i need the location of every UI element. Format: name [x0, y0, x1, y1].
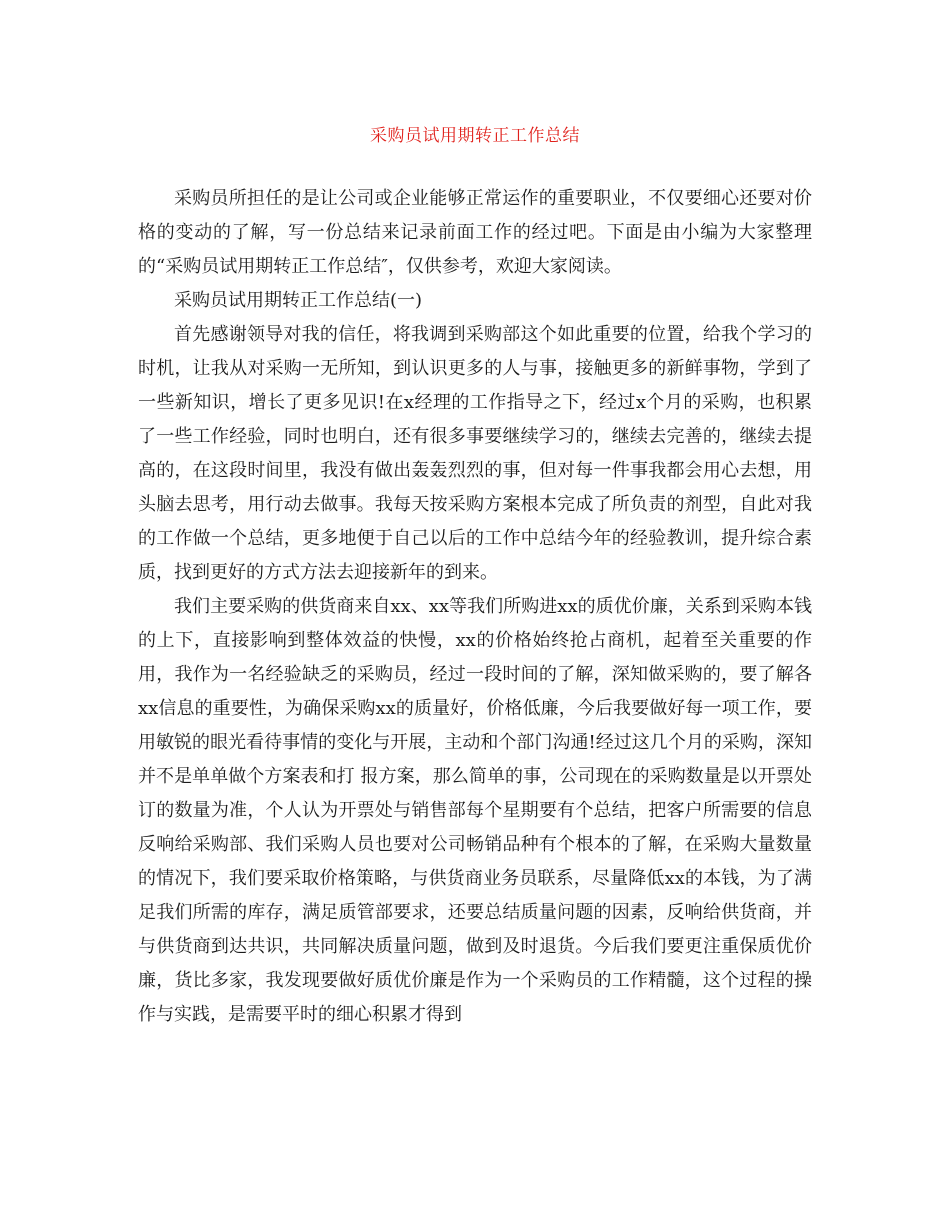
body-paragraph-2: 我们主要采购的供货商来自xx、xx等我们所购进xx的质优价廉，关系到采购本钱的上下，直接影响到整体效益的快慢，xx的价格始终抢占商机，起着至关重要的作用，我作为一名经验缺乏的采购员，经过一段时间的了解，深知做采购的，要了解各xx信息的重要性，为确保采购xx的质量好，价格低廉，今后我要做好每一项工作，要用敏锐的眼光看待事情的变化与开展，主动和个部门沟通!经过这几个月的采购，深知并不是单单做个方案表和打 报方案，那么简单的事，公司现在的采购数量是以开票处订的数量为准，个人认为开票处与销售部每个星期要有个总结，把客户所需要的信息反响给采购部、我们采购人员也要对公司畅销品种有个根本的了解，在采购大量数量的情况下，我们要采取价格策略，与供货商业务员联系，尽量降低xx的本钱，为了满足我们所需的库存，满足质管部要求，还要总结质量问题的因素，反响给供货商，并与供货商到达共识，共同解决质量问题，做到及时退货。今后我们要更注重保质优价廉，货比多家，我发现要做好质优价廉是作为一个采购员的工作精髓，这个过程的操作与实践，是需要平时的细心积累才得到	[138, 596, 812, 1025]
section-heading: 采购员试用期转正工作总结(一)	[174, 290, 423, 311]
document-body	[138, 182, 812, 1032]
intro-paragraph: 采购员所担任的是让公司或企业能够正常运作的重要职业，不仅要细心还要对价格的变动的了解，写一份总结来记录前面工作的经过吧。下面是由小编为大家整理的“采购员试用期转正工作总结″，仅供参考，欢迎大家阅读。	[138, 188, 812, 277]
document-title: 采购员试用期转正工作总结	[370, 126, 580, 146]
body-paragraph-1: 首先感谢领导对我的信任，将我调到采购部这个如此重要的位置，给我个学习的时机，让我从对采购一无所知，到认识更多的人与事，接触更多的新鲜事物，学到了一些新知识，增长了更多见识!在x经理的工作指导之下，经过x个月的采购，也积累了一些工作经验，同时也明白，还有很多事要继续学习的，继续去完善的，继续去提高的，在这段时间里，我没有做出轰轰烈烈的事，但对每一件事我都会用心去想，用头脑去思考，用行动去做事。我每天按采购方案根本完成了所负责的剂型，自此对我的工作做一个总结，更多地便于自己以后的工作中总结今年的经验教训，提升综合素质，找到更好的方式方法去迎接新年的到来。	[138, 324, 812, 583]
